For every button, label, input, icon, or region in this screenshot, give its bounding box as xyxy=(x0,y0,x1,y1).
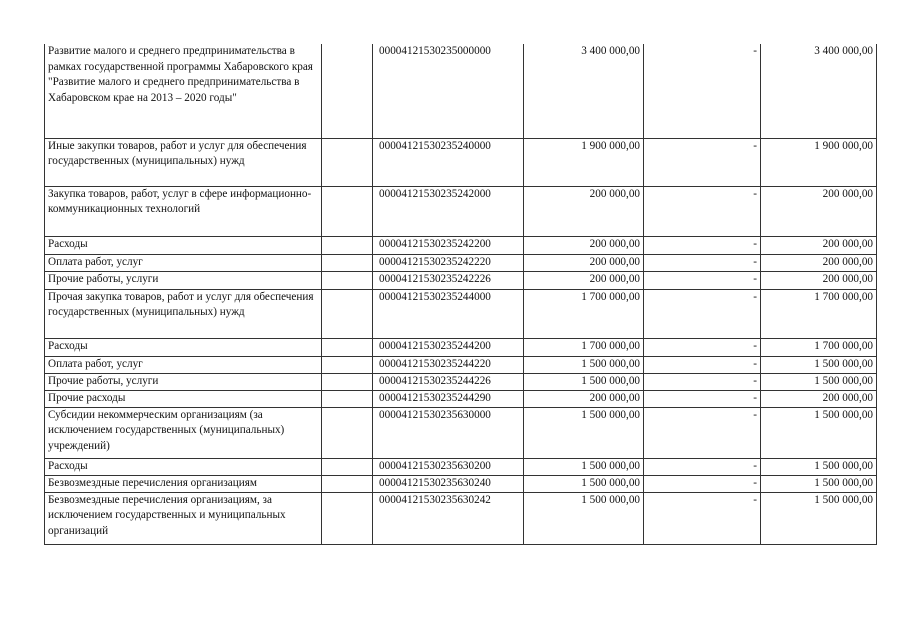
row-name: Расходы xyxy=(45,458,322,475)
row-rest: 200 000,00 xyxy=(761,186,877,236)
row-code: 00004121530235244290 xyxy=(373,390,524,407)
row-exec: - xyxy=(644,186,761,236)
table-row xyxy=(45,254,877,271)
row-code: 00004121530235242000 xyxy=(373,186,524,236)
row-rest: 1 500 000,00 xyxy=(761,407,877,458)
row-plan: 3 400 000,00 xyxy=(524,44,644,138)
empty-cell xyxy=(322,254,373,271)
table-row xyxy=(45,138,877,186)
row-name: Прочая закупка товаров, работ и услуг для обеспечения государственных (муниципальных) нужд xyxy=(45,289,322,338)
row-code: 00004121530235244226 xyxy=(373,373,524,390)
table-row xyxy=(45,289,877,338)
row-rest: 1 700 000,00 xyxy=(761,338,877,356)
row-exec: - xyxy=(644,44,761,138)
row-exec: - xyxy=(644,271,761,289)
row-rest: 200 000,00 xyxy=(761,254,877,271)
row-exec: - xyxy=(644,138,761,186)
row-plan: 200 000,00 xyxy=(524,186,644,236)
row-code: 00004121530235242200 xyxy=(373,236,524,254)
table-row xyxy=(45,236,877,254)
row-plan: 1 500 000,00 xyxy=(524,407,644,458)
empty-cell xyxy=(322,407,373,458)
row-name: Безвозмездные перечисления организациям xyxy=(45,475,322,492)
empty-cell xyxy=(322,236,373,254)
row-plan: 1 700 000,00 xyxy=(524,338,644,356)
row-rest: 1 500 000,00 xyxy=(761,356,877,373)
empty-cell xyxy=(322,138,373,186)
row-exec: - xyxy=(644,492,761,544)
row-plan: 1 500 000,00 xyxy=(524,492,644,544)
row-name: Расходы xyxy=(45,338,322,356)
table-row xyxy=(45,356,877,373)
empty-cell xyxy=(322,458,373,475)
table-row xyxy=(45,44,877,138)
empty-cell xyxy=(322,390,373,407)
row-exec: - xyxy=(644,356,761,373)
row-rest: 1 700 000,00 xyxy=(761,289,877,338)
row-code: 00004121530235000000 xyxy=(373,44,524,138)
table-row xyxy=(45,475,877,492)
empty-cell xyxy=(322,289,373,338)
row-exec: - xyxy=(644,289,761,338)
row-name: Расходы xyxy=(45,236,322,254)
row-plan: 1 700 000,00 xyxy=(524,289,644,338)
row-rest: 1 500 000,00 xyxy=(761,492,877,544)
row-name: Безвозмездные перечисления организациям, за исключением государственных и муниципальных организаций xyxy=(45,492,322,544)
row-rest: 1 500 000,00 xyxy=(761,475,877,492)
empty-cell xyxy=(322,186,373,236)
row-exec: - xyxy=(644,390,761,407)
row-code: 00004121530235630242 xyxy=(373,492,524,544)
row-plan: 1 500 000,00 xyxy=(524,458,644,475)
row-rest: 1 500 000,00 xyxy=(761,373,877,390)
row-name: Оплата работ, услуг xyxy=(45,356,322,373)
table-row xyxy=(45,407,877,458)
row-plan: 200 000,00 xyxy=(524,254,644,271)
row-name: Закупка товаров, работ, услуг в сфере информационно-коммуникационных технологий xyxy=(45,186,322,236)
row-plan: 200 000,00 xyxy=(524,271,644,289)
row-code: 00004121530235244200 xyxy=(373,338,524,356)
row-name: Прочие работы, услуги xyxy=(45,373,322,390)
row-exec: - xyxy=(644,475,761,492)
row-rest: 200 000,00 xyxy=(761,236,877,254)
row-exec: - xyxy=(644,407,761,458)
row-plan: 200 000,00 xyxy=(524,236,644,254)
row-code: 00004121530235244000 xyxy=(373,289,524,338)
row-exec: - xyxy=(644,458,761,475)
row-code: 00004121530235242226 xyxy=(373,271,524,289)
empty-cell xyxy=(322,373,373,390)
row-plan: 1 500 000,00 xyxy=(524,373,644,390)
row-name: Прочие расходы xyxy=(45,390,322,407)
empty-cell xyxy=(322,338,373,356)
budget-table xyxy=(44,44,877,545)
table-row xyxy=(45,492,877,544)
row-code: 00004121530235630240 xyxy=(373,475,524,492)
row-rest: 1 500 000,00 xyxy=(761,458,877,475)
row-name: Оплата работ, услуг xyxy=(45,254,322,271)
table-row xyxy=(45,373,877,390)
row-name: Субсидии некоммерческим организациям (за исключением государственных (муниципальных) учреждений) xyxy=(45,407,322,458)
table-row xyxy=(45,186,877,236)
row-code: 00004121530235244220 xyxy=(373,356,524,373)
row-exec: - xyxy=(644,236,761,254)
row-exec: - xyxy=(644,254,761,271)
row-exec: - xyxy=(644,338,761,356)
empty-cell xyxy=(322,475,373,492)
row-code: 00004121530235242220 xyxy=(373,254,524,271)
row-rest: 1 900 000,00 xyxy=(761,138,877,186)
row-rest: 200 000,00 xyxy=(761,390,877,407)
row-rest: 200 000,00 xyxy=(761,271,877,289)
row-code: 00004121530235630000 xyxy=(373,407,524,458)
table-row xyxy=(45,390,877,407)
row-name: Иные закупки товаров, работ и услуг для обеспечения государственных (муниципальных) нужд xyxy=(45,138,322,186)
row-rest: 3 400 000,00 xyxy=(761,44,877,138)
empty-cell xyxy=(322,271,373,289)
row-plan: 1 900 000,00 xyxy=(524,138,644,186)
row-name: Прочие работы, услуги xyxy=(45,271,322,289)
empty-cell xyxy=(322,44,373,138)
row-name: Развитие малого и среднего предпринимательства в рамках государственной программы Хабаровского края "Развитие малого и среднего предпринимательства в Хабаровском крае на 2013 – 2020 годы" xyxy=(45,44,322,138)
row-code: 00004121530235240000 xyxy=(373,138,524,186)
row-plan: 1 500 000,00 xyxy=(524,475,644,492)
row-code: 00004121530235630200 xyxy=(373,458,524,475)
empty-cell xyxy=(322,492,373,544)
table-row xyxy=(45,338,877,356)
empty-cell xyxy=(322,356,373,373)
row-plan: 200 000,00 xyxy=(524,390,644,407)
table-row xyxy=(45,458,877,475)
row-plan: 1 500 000,00 xyxy=(524,356,644,373)
table-row xyxy=(45,271,877,289)
row-exec: - xyxy=(644,373,761,390)
